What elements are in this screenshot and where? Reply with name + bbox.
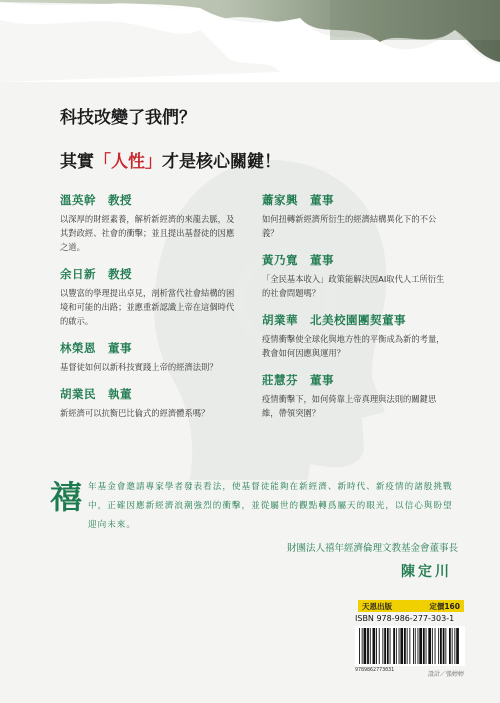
contributor-name: 余日新 教授 [60, 267, 132, 281]
contributor-desc: 新經濟可以抗衡巴比倫式的經濟體系嗎？ [60, 408, 210, 418]
chairman-signature: 陳定川 [401, 564, 452, 580]
contributor-name: 蕭家興 董事 [262, 193, 334, 207]
foundation-org: 財團法人禧年經濟倫理文教基金會董事長 [286, 543, 458, 554]
contributor [262, 312, 447, 360]
drop-cap: 禧 [50, 478, 83, 516]
contributor-name: 莊慧芬 董事 [262, 373, 334, 387]
contributor [60, 386, 238, 420]
contributor-desc: 疫情衝擊下，如何倚靠上帝真理與法則的關鍵思維，帶領突圍？ [262, 394, 437, 418]
price-value: 定價160 [429, 601, 460, 611]
contributor-name: 胡業華 北美校園團契董事 [262, 313, 406, 327]
contributor-desc: 「全民基本收入」政策能解決因AI取代人工所衍生的社會問題嗎？ [262, 274, 445, 298]
headline-line-2 [60, 147, 281, 172]
publisher-name: 天恩出版 [362, 601, 392, 611]
contributor-desc: 疫情衝擊使全球化與地方性的平衡成為新的考量，教會如何因應與運用？ [262, 334, 445, 358]
headline-line-1: 科技改變了我們？ [60, 108, 196, 128]
foundation-text: 年基金會邀請專家學者發表看法，使基督徒能夠在新經濟、新時代、新疫情的諸般挑戰中，正確因應新經濟浪潮強烈的衝擊，並從屬世的觀點轉爲屬天的眼光，以信心與盼望迎向未來。 [88, 482, 453, 530]
foundation-statement [40, 478, 460, 535]
contributor-name: 林榮恩 董事 [60, 341, 132, 355]
contributor-desc: 以深厚的財經素養，解析新經濟的來龍去脈，及其對政經、社會的衝擊；並且提出基督徒的因應之道。 [60, 214, 235, 252]
contributor [60, 266, 238, 328]
barcode-graphic [355, 626, 465, 666]
torn-paper-banknote-banner [0, 0, 500, 82]
headline-prefix: 其實 [60, 152, 94, 172]
isbn-text: ISBN 978-986-277-303-1 [355, 614, 455, 623]
contributor [262, 372, 447, 420]
contributor-desc: 如何扭轉新經濟所衍生的經濟結構異化下的不公義？ [262, 214, 437, 238]
contributor-name: 黃乃寬 董事 [262, 253, 334, 267]
headline-highlight: 「人性」 [94, 152, 162, 172]
headline-suffix: 才是核心關鍵！ [162, 152, 281, 172]
contributor [60, 340, 238, 374]
barcode-number: 9789862773031 [355, 667, 395, 673]
contributor [262, 252, 447, 300]
design-credit: 設計／張婷婷 [428, 671, 465, 678]
price-label [358, 600, 464, 612]
contributor-desc: 以豐富的學理提出卓見，剖析當代社會結構的困境和可能的出路；並應重新認識上帝在這個時代的啟示。 [60, 288, 235, 326]
contributor-desc: 基督徒如何以新科技實踐上帝的經濟法則？ [60, 362, 218, 372]
contributor [60, 192, 238, 254]
left-contributors [60, 192, 238, 432]
contributor-name: 溫英幹 教授 [60, 193, 132, 207]
contributor-name: 胡業民 執董 [60, 387, 132, 401]
contributor [262, 192, 447, 240]
right-contributors [262, 192, 447, 432]
